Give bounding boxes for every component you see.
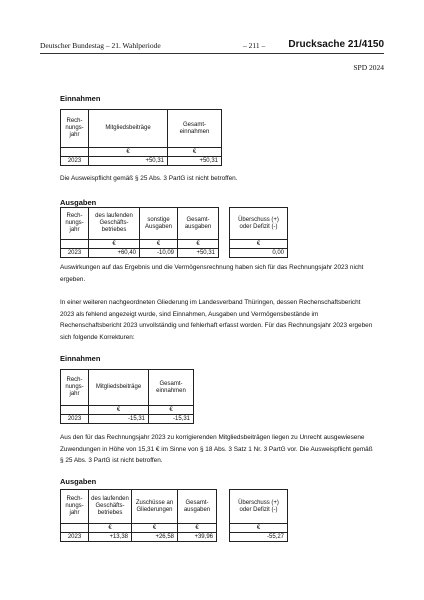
value-cell: +50,31: [89, 157, 168, 166]
unit-cell: €: [230, 240, 288, 249]
column-header: Rech- nungs- jahr: [61, 208, 89, 240]
column-header: Überschuss (+) oder Defizit (-): [230, 208, 288, 240]
unit-cell: €: [89, 240, 140, 249]
unit-cell: [61, 524, 89, 533]
value-cell: -55,27: [230, 533, 288, 542]
value-cell: +50,31: [178, 249, 219, 258]
unit-cell: €: [178, 240, 219, 249]
value-cell: +13,38: [89, 533, 132, 542]
value-cell: +26,58: [132, 533, 178, 542]
unit-cell: €: [168, 148, 222, 157]
unit-cell: €: [89, 406, 149, 415]
section-heading-income-correction: Einnahmen: [60, 354, 101, 363]
value-cell: -10,09: [140, 249, 178, 258]
column-header: Gesamt- ausgaben: [178, 208, 219, 240]
paragraph-donations: Aus den für das Rechnungsjahr 2023 zu korrigierenden Mitgliedsbeiträgen liegen zu Unrecht ausgewiesene Zuwendungen in Höhe von 15,31 € im Sinne von § 18 Abs. 3 Satz 1 Nr. 3 PartG vor. Die Ausweispflicht gemäß § 25 Abs. 3 PartG ist nicht betroffen.: [60, 434, 373, 465]
unit-cell: €: [178, 524, 217, 533]
column-header: Gesamt- einnahmen: [149, 370, 194, 406]
column-header: sonstige Ausgaben: [140, 208, 178, 240]
section-heading-income: Einnahmen: [60, 94, 101, 103]
income-correction-table: [60, 369, 194, 424]
expenses-table: [60, 207, 219, 258]
value-cell: +60,40: [89, 249, 140, 258]
unit-cell: €: [230, 524, 288, 533]
column-header: Mitgliedsbeiträge: [89, 110, 168, 148]
deficit-table: [229, 489, 288, 542]
column-header: Zuschüsse an Gliederungen: [132, 490, 178, 524]
column-header: Rech- nungs- jahr: [61, 110, 89, 148]
note-text: Die Ausweispflicht gemäß § 25 Abs. 3 PartG ist nicht betroffen.: [60, 175, 238, 182]
party-label: SPD 2024: [353, 63, 384, 72]
year-cell: 2023: [61, 249, 89, 258]
value-cell: -15,31: [149, 415, 194, 424]
value-cell: 0,00: [230, 249, 288, 258]
unit-cell: [61, 148, 89, 157]
column-header: Gesamt- einnahmen: [168, 110, 222, 148]
section-heading-expenses: Ausgaben: [60, 198, 97, 207]
value-cell: -15,31: [89, 415, 149, 424]
income-table: [60, 109, 222, 166]
column-header: Rech- nungs- jahr: [61, 490, 89, 524]
unit-cell: €: [132, 524, 178, 533]
paragraph-results: Auswirkungen auf das Ergebnis und die Vermögensrechnung haben sich für das Rechnungsjahr 2023 nicht ergeben.: [60, 264, 364, 283]
column-header: Mitgliedsbeiträge: [89, 370, 149, 406]
header-publication: Deutscher Bundestag – 21. Wahlperiode: [40, 41, 161, 50]
surplus-table: [229, 207, 288, 258]
unit-cell: [61, 406, 89, 415]
unit-cell: €: [149, 406, 194, 415]
paragraph-thuringia: In einer weiteren nachgeordneten Gliederung im Landesverband Thüringen, dessen Rechenschaftsbericht 2023 als fehlend angezeigt wurde, sind Einnahmen, Ausgaben und Vermögensbestände im Rechenschaftsbericht 2023 unvollständig und fehlerhaft erfasst worden. Für das Rechnungsjahr 2023 ergeben sich folgende Korrekturen:: [60, 299, 373, 341]
unit-cell: €: [89, 524, 132, 533]
value-cell: +50,31: [168, 157, 222, 166]
unit-cell: €: [89, 148, 168, 157]
column-header: Überschuss (+) oder Defizit (-): [230, 490, 288, 524]
year-cell: 2023: [61, 157, 89, 166]
column-header: Rech- nungs- jahr: [61, 370, 89, 406]
unit-cell: €: [140, 240, 178, 249]
column-header: Gesamt- ausgaben: [178, 490, 217, 524]
page-number: – 211 –: [243, 41, 266, 50]
year-cell: 2023: [61, 533, 89, 542]
expenses-correction-table: [60, 489, 217, 542]
section-heading-expenses-correction: Ausgaben: [60, 477, 97, 486]
document-number: Drucksache 21/4150: [288, 39, 384, 50]
page-header: [40, 40, 384, 54]
header-divider: [40, 53, 384, 54]
column-header: des laufenden Geschäfts- betriebes: [89, 208, 140, 240]
column-header: des laufenden Geschäfts- betriebes: [89, 490, 132, 524]
year-cell: 2023: [61, 415, 89, 424]
unit-cell: [61, 240, 89, 249]
value-cell: +39,96: [178, 533, 217, 542]
